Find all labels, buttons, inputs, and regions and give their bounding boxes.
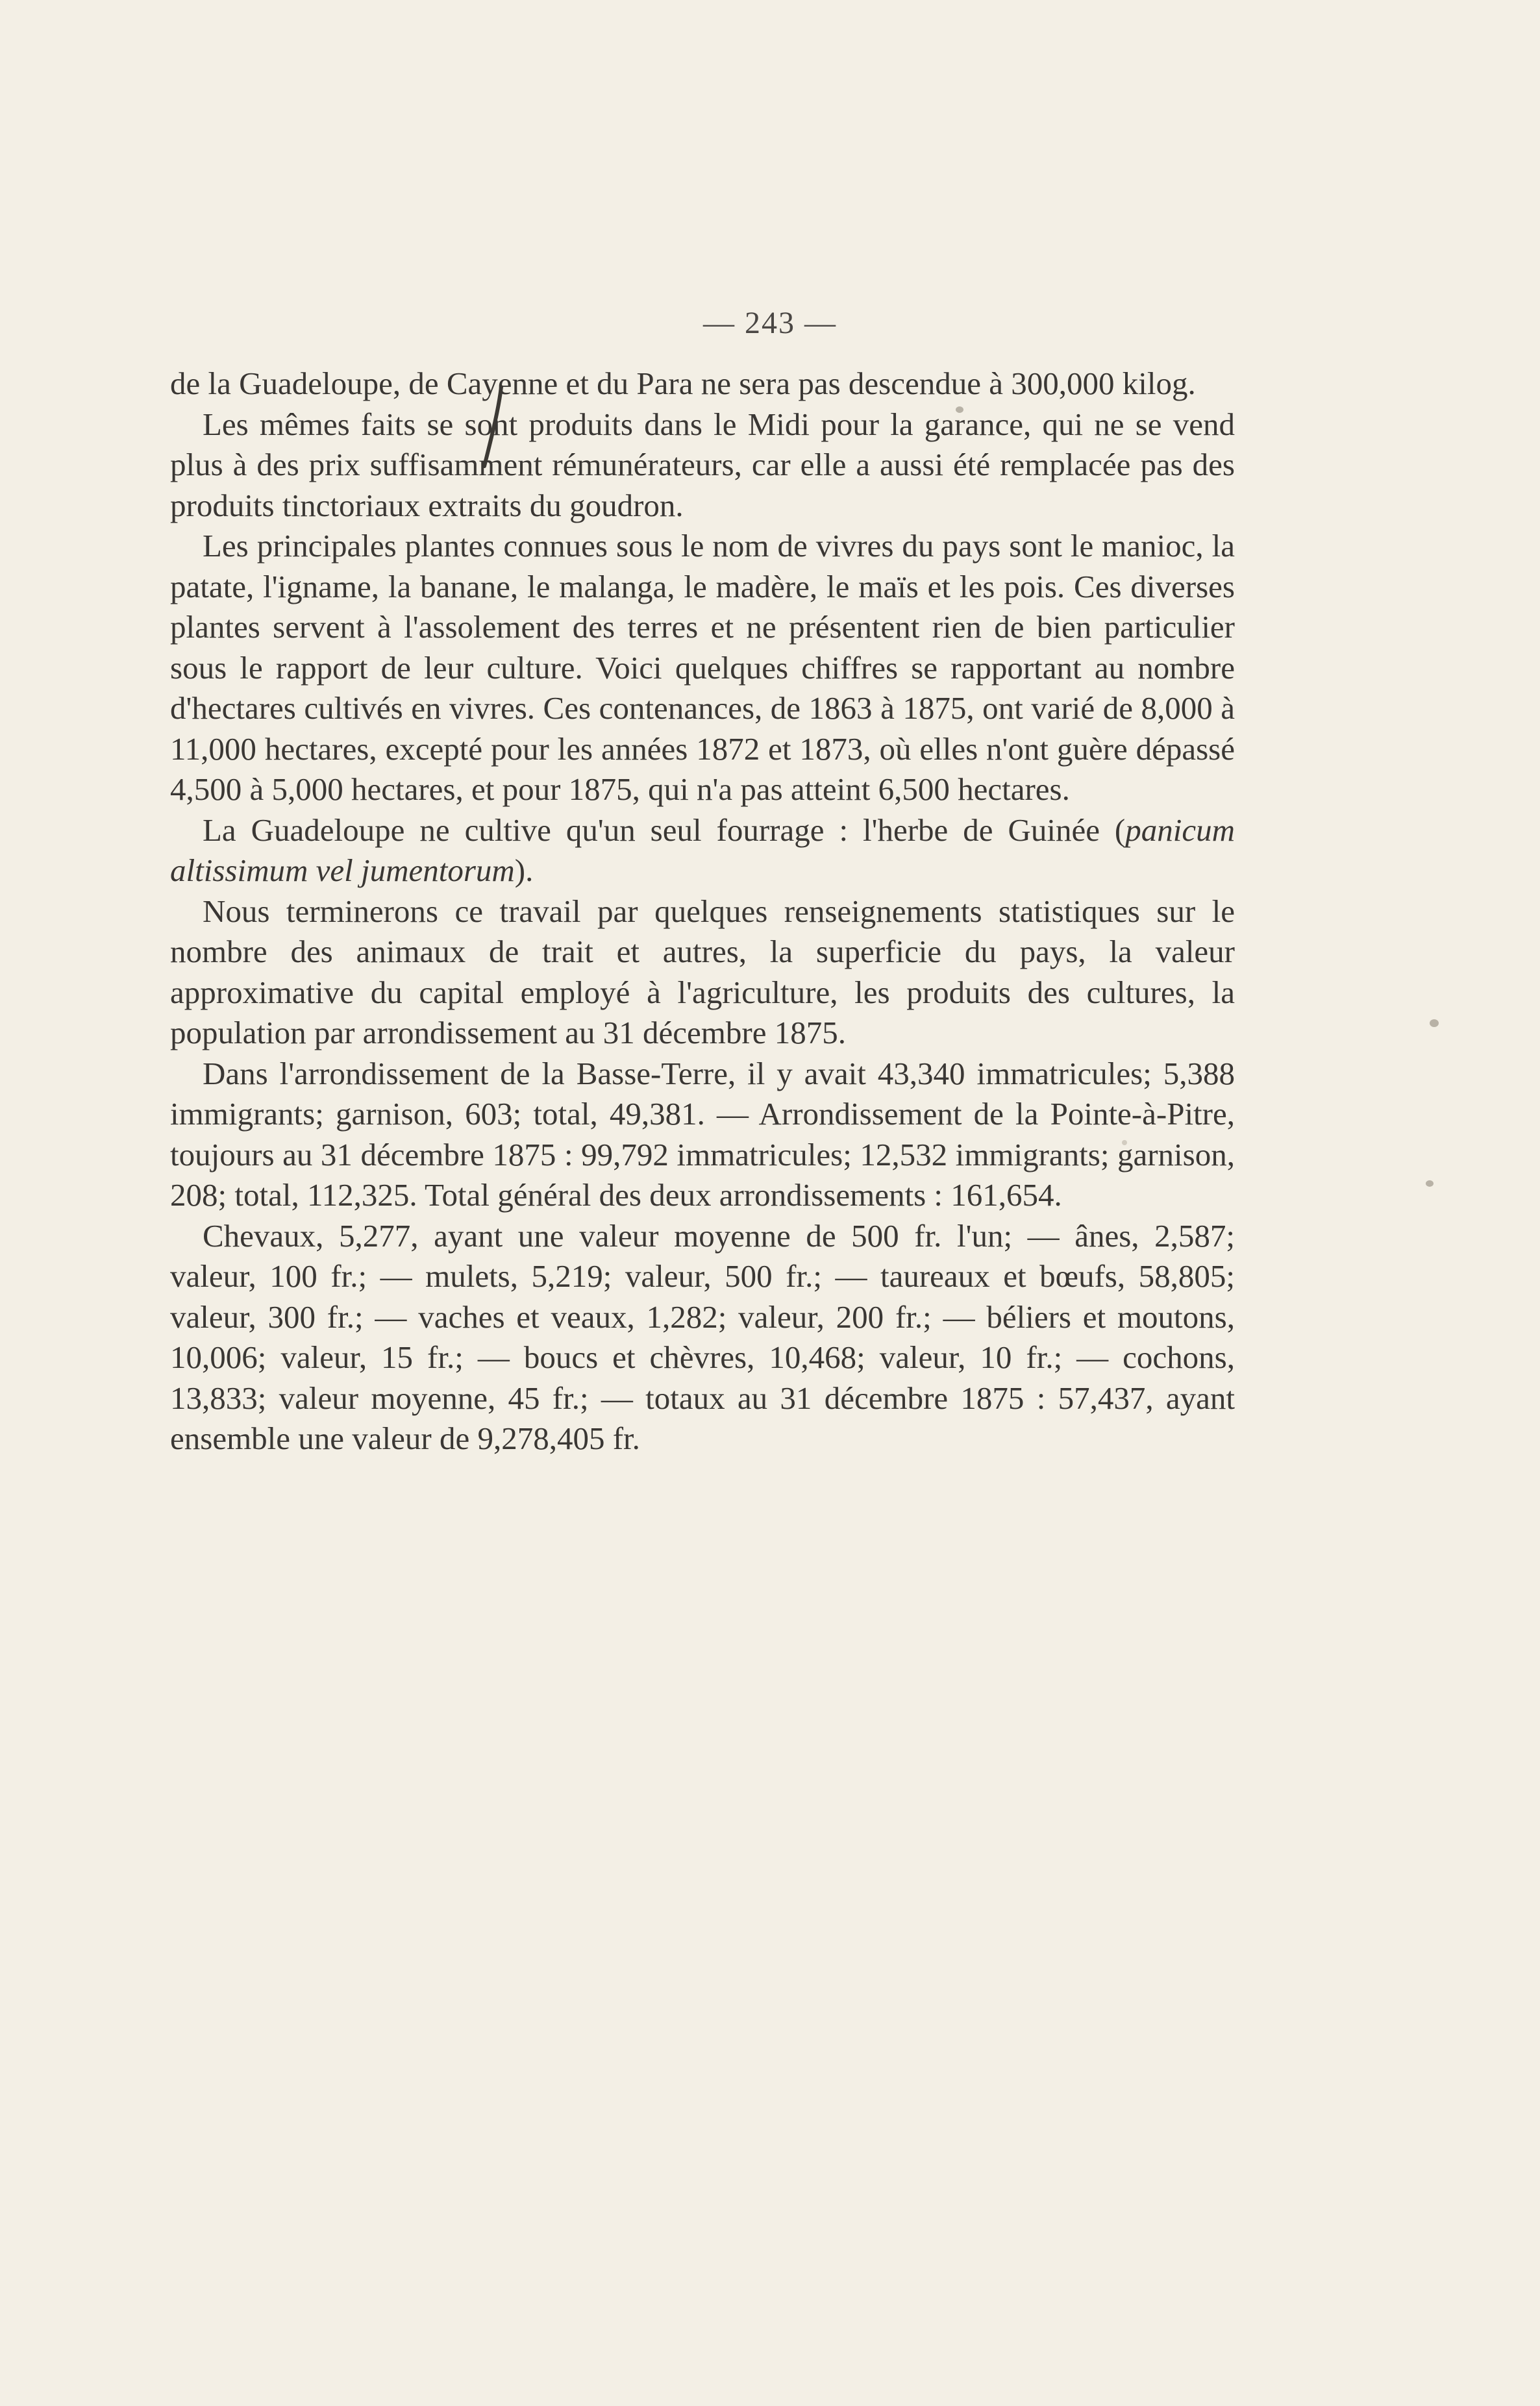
ink-speck (1430, 1019, 1439, 1027)
ink-speck (1426, 1180, 1434, 1187)
paragraph-population: Dans l'arrondissement de la Basse-Terre, il y avait 43,340 immatricules; 5,388 immigrants; garnison, 603; total, 49,381. — Arrondissement de la Pointe-à-Pitre, toujours au 31 décembre 1875 : 99,792 immatricules; 12,532 immigrants; garnison, 208; total, 112,325. Total général des deux arrondissements : 161,654. (170, 1055, 1235, 1213)
paragraph-fourrage (170, 810, 1235, 891)
paragraph-continuation: de la Guadeloupe, de Cayenne et du Para ne sera pas descendue à 300,000 kilog. (170, 366, 1196, 401)
page-number: — 243 — (703, 306, 837, 340)
fourrage-text: La Guadeloupe ne cultive qu'un seul fourrage : l'herbe de Guinée ( (203, 812, 1126, 848)
body-text (170, 364, 1235, 1459)
fourrage-text-end: ). (514, 852, 534, 888)
paragraph-animaux: Chevaux, 5,277, ayant une valeur moyenne de 500 fr. l'un; — ânes, 2,587; valeur, 100 fr.; — mulets, 5,219; valeur, 500 fr.; — taureaux et bœufs, 58,805; valeur, 300 fr.; — vaches et veaux, 1,282; valeur, 200 fr.; — béliers et moutons, 10,006; valeur, 15 fr.; — boucs et chèvres, 10,468; valeur, 10 fr.; — cochons, 13,833; valeur moyenne, 45 fr.; — totaux au 31 décembre 1875 : 57,437, ayant ensemble une valeur de 9,278,405 fr. (170, 1217, 1235, 1456)
fourrage-latin-name: panicum altissimum vel jumentorum (170, 812, 1235, 888)
paragraph-vivres: Les principales plantes connues sous le nom de vivres du pays sont le manioc, la patate, l'igname, la banane, le malanga, le madère, le maïs et les pois. Ces diverses plantes servent à l'assolement des terres et ne présentent rien de bien particulier sous le rapport de leur culture. Voici quelques chiffres se rapportant au nombre d'hectares cultivés en vivres. Ces contenances, de 1863 à 1875, ont varié de 8,000 à 11,000 hectares, excepté pour les années 1872 et 1873, où elles n'ont guère dépassé 4,500 à 5,000 hectares, et pour 1875, qui n'a pas atteint 6,500 hectares. (170, 528, 1235, 807)
paragraph-garance: Les mêmes faits se sont produits dans le Midi pour la garance, qui ne se vend plus à des prix suffisamment rémunérateurs, car elle a aussi été remplacée pas des produits tinctoriaux extraits du goudron. (170, 406, 1235, 523)
paragraph-statistiques: Nous terminerons ce travail par quelques renseignements statistiques sur le nombre des animaux de trait et autres, la superficie du pays, la valeur approximative du capital employé à l'agriculture, les produits des cultures, la population par arrondissement au 31 décembre 1875. (170, 893, 1235, 1050)
